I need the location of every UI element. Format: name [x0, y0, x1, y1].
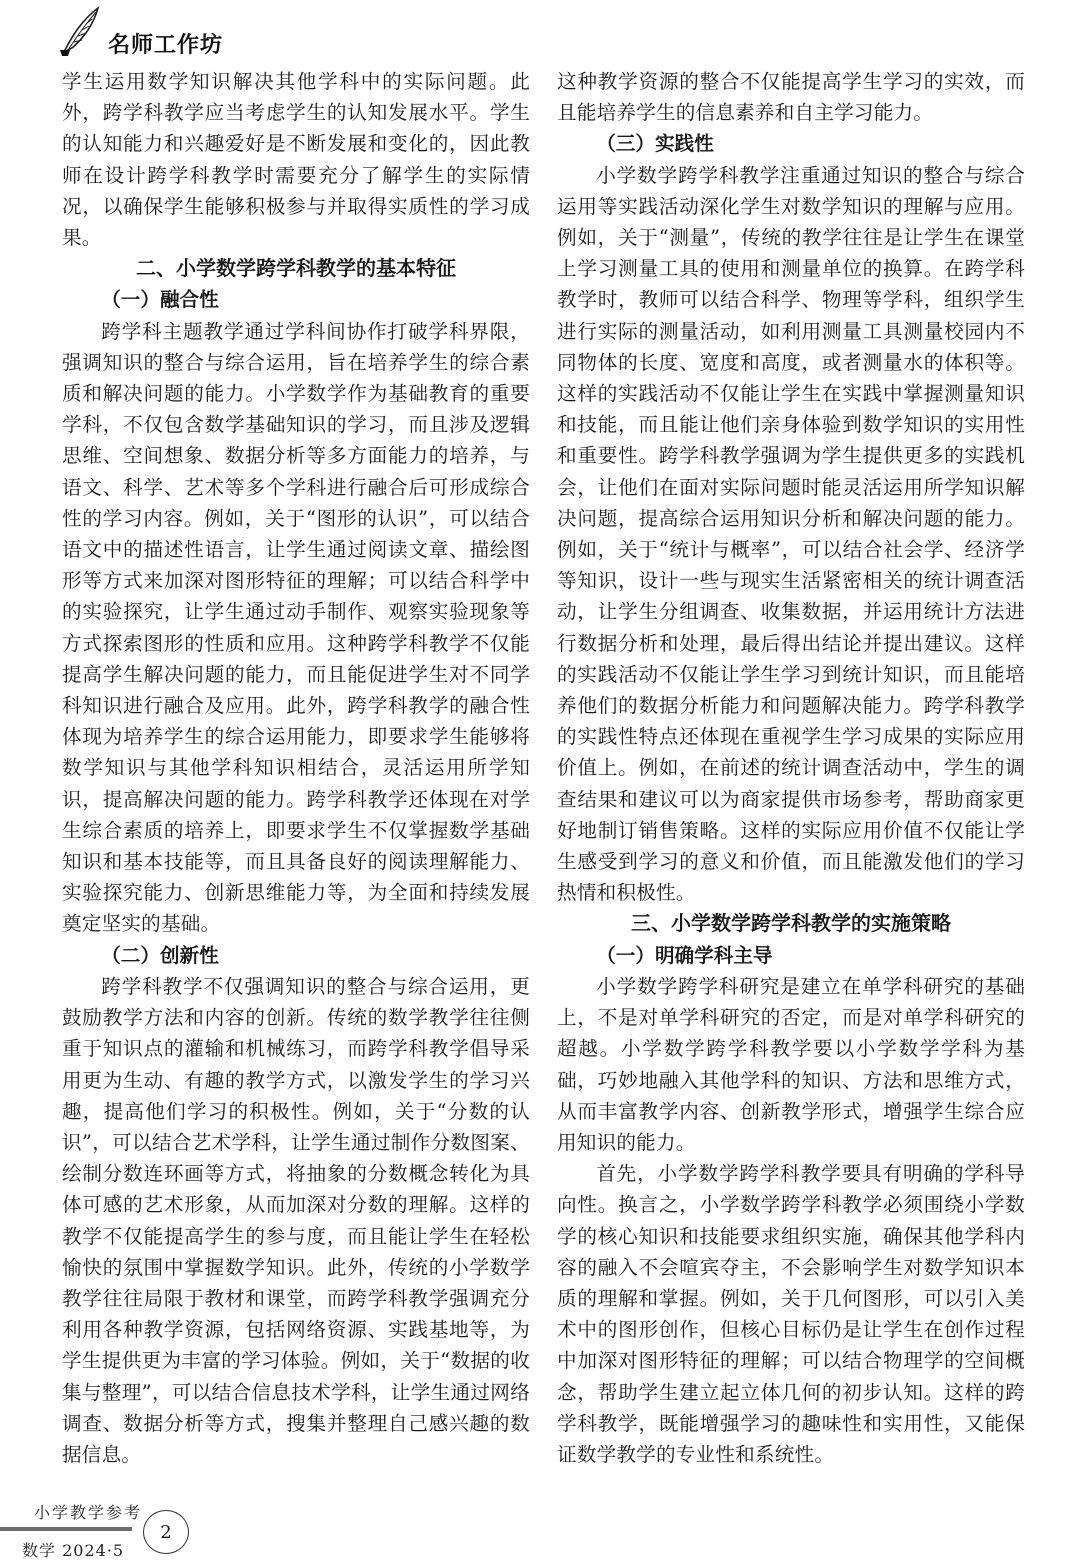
left-column	[62, 66, 530, 1470]
paragraph: 跨学科教学不仅强调知识的整合与综合运用，更鼓励教学方法和内容的创新。传统的数学教学往往侧重于知识点的灌输和机械练习，而跨学科教学倡导采用更为生动、有趣的教学方式，以激发学生的学习兴趣，提高他们学习的积极性。例如，关于“分数的认识”，可以结合艺术学科，让学生通过制作分数图案、绘制分数连环画等方式，将抽象的分数概念转化为具体可感的艺术形象，从而加深对分数的理解。这样的教学不仅能提高学生的参与度，而且能让学生在轻松愉快的氛围中掌握数学知识。此外，传统的小学数学教学往往局限于教材和课堂，而跨学科教学强调充分利用各种教学资源，包括网络资源、实践基地等，为学生提供更为丰富的学习体验。例如，关于“数据的收集与整理”，可以结合信息技术学科，让学生通过网络调查、数据分析等方式，搜集并整理自己感兴趣的数据信息。	[62, 974, 530, 1466]
paragraph: 首先，小学数学跨学科教学要具有明确的学科导向性。换言之，小学数学跨学科教学必须围绕小学数学的核心知识和技能要求组织实施，确保其他学科内容的融入不会喧宾夺主，不会影响学生对数学知识本质的理解和掌握。例如，关于几何图形，可以引入美术中的图形创作，但核心目标仍是让学生在创作过程中加深对图形特征的理解；可以结合物理学的空间概念，帮助学生建立起立体几何的初步认知。这样的跨学科教学，既能增强学习的趣味性和实用性，又能保证数学教学的专业性和系统性。	[557, 1162, 1025, 1466]
paragraph: 小学数学跨学科研究是建立在单学科研究的基础上，不是对单学科研究的否定，而是对单学科研究的超越。小学数学跨学科教学要以小学数学学科为基础，巧妙地融入其他学科的知识、方法和思维方式，从而丰富教学内容、创新教学形式，增强学生综合应用知识的能力。	[557, 974, 1025, 1154]
page-header	[58, 6, 1038, 62]
section-heading: 三、小学数学跨学科教学的实施策略	[631, 911, 951, 936]
journal-name: 小学教学参考	[34, 1503, 143, 1522]
subsection-heading: （一）明确学科主导	[596, 943, 773, 967]
paragraph: 跨学科主题教学通过学科间协作打破学科界限，强调知识的整合与综合运用，旨在培养学生的综合素质和解决问题的能力。小学数学作为基础教育的重要学科，不仅包含数学基础知识的学习，而且涉及逻辑思维、空间想象、数据分析等多方面能力的培养，与语文、科学、艺术等多个学科进行融合后可形成综合性的学习内容。例如，关于“图形的认识”，可以结合语文中的描述性语言，让学生通过阅读文章、描绘图形等方式来加深对图形特征的理解；可以结合科学中的实验探究，让学生通过动手制作、观察实验现象等方式探索图形的性质和应用。这种跨学科教学不仅能提高学生解决问题的能力，而且能促进学生对不同学科知识进行融合及应用。此外，跨学科教学的融合性体现为培养学生的综合运用能力，即要求学生能够将数学知识与其他学科知识相结合，灵活运用所学知识，提高解决问题的能力。跨学科教学还体现在对学生综合素质的培养上，即要求学生不仅掌握数学基础知识和基本技能等，而且具备良好的阅读理解能力、实验探究能力、创新思维能力等，为全面和持续发展奠定坚实的基础。	[62, 319, 530, 936]
subsection-heading: （三）实践性	[596, 132, 714, 156]
subsection-heading: （一）融合性	[101, 288, 219, 312]
subsection-heading: （二）创新性	[101, 943, 219, 967]
paragraph: 这种教学资源的整合不仅能提高学生学习的实效，而且能培养学生的信息素养和自主学习能力。	[557, 70, 1025, 125]
issue-label: 数学 2024·5	[22, 1541, 125, 1560]
footer-rule	[0, 1527, 132, 1531]
page-number: 2	[143, 1510, 189, 1554]
page-footer	[0, 1500, 260, 1568]
paragraph: 学生运用数学知识解决其他学科中的实际问题。此外，跨学科教学应当考虑学生的认知发展水平。学生的认知能力和兴趣爱好是不断发展和变化的，因此教师在设计跨学科教学时需要充分了解学生的实际情况，以确保学生能够积极参与并取得实质性的学习成果。	[62, 70, 530, 250]
paragraph: 小学数学跨学科教学注重通过知识的整合与综合运用等实践活动深化学生对数学知识的理解与应用。例如，关于“测量”，传统的教学往往是让学生在课堂上学习测量工具的使用和测量单位的换算。在跨学科教学时，教师可以结合科学、物理等学科，组织学生进行实际的测量活动，如利用测量工具测量校园内不同物体的长度、宽度和高度，或者测量水的体积等。这样的实践活动不仅能让学生在实践中掌握测量知识和技能，而且能让他们亲身体验到数学知识的实用性和重要性。跨学科教学强调为学生提供更多的实践机会，让他们在面对实际问题时能灵活运用所学知识解决问题，提高综合运用知识分析和解决问题的能力。例如，关于“统计与概率”，可以结合社会学、经济学等知识，设计一些与现实生活紧密相关的统计调查活动，让学生分组调查、收集数据，并运用统计方法进行数据分析和处理，最后得出结论并提出建议。这样的实践活动不仅能让学生学习到统计知识，而且能培养他们的数据分析能力和问题解决能力。跨学科教学的实践性特点还体现在重视学生学习成果的实际应用价值上。例如，在前述的统计调查活动中，学生的调查结果和建议可以为商家提供市场参考，帮助商家更好地制订销售策略。这样的实际应用价值不仅能让学生感受到学习的意义和价值，而且能激发他们的学习热情和积极性。	[557, 163, 1025, 905]
column-title: 名师工作坊	[108, 33, 224, 58]
quill-pen-icon	[58, 6, 104, 58]
right-column	[557, 66, 1025, 1470]
section-heading: 二、小学数学跨学科教学的基本特征	[136, 256, 456, 281]
